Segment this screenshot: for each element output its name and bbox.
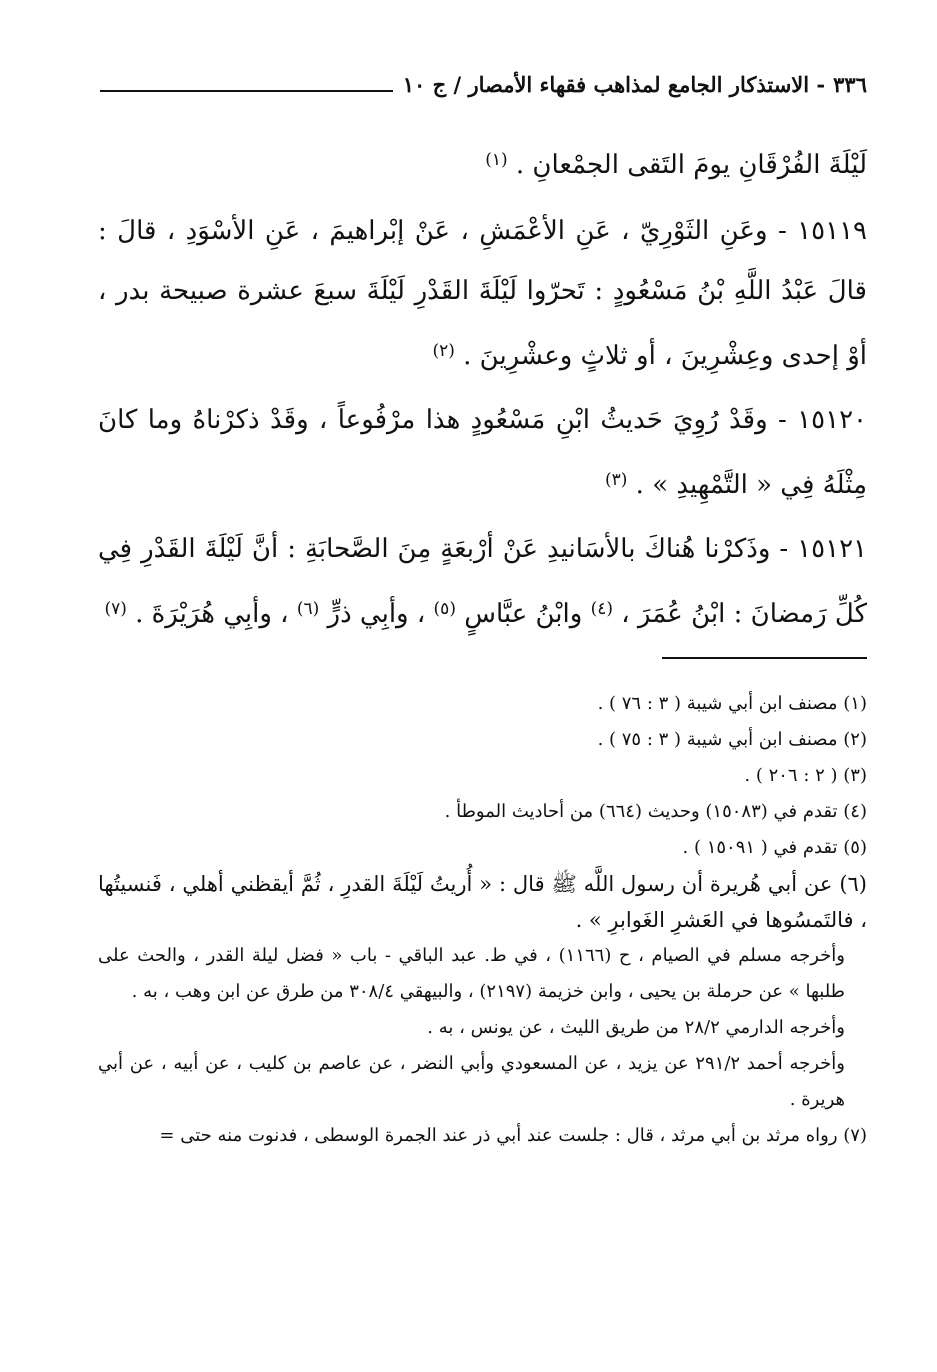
paragraph-text: ١٥١١٩ - وعَنِ الثَوْرِيّ ، عَنِ الأعْمَشِ ، عَنْ إبْراهيمَ ، عَنِ الأسْوَدِ ، قالَ : قالَ عَبْدُ اللَّهِ بْنُ مَسْعُودٍ : تَحرّوا لَيْلَةَ القَدْرِ لَيْلَةَ سبعَ عشرة صبيحة بدر ، أوْ إحدى وعِشْرِينَ ، أو ثلاثٍ وعشْرِينَ .: [98, 216, 867, 371]
footnote-ref: (٣): [604, 470, 628, 490]
paragraph-15120: [98, 390, 867, 515]
paragraph-text: ، وأبِي هُرَيْرَةَ .: [126, 599, 297, 629]
paragraph-text: ١٥١٢٠ - وقَدْ رُوِيَ حَديثُ ابْنِ مَسْعُودٍ هذا مرْفُوعاً ، وقَدْ ذكرْناهُ وما كانَ مِثْلَهُ فِي « التَّمْهِيدِ » .: [98, 405, 867, 500]
footnote-3: (٣) ( ٢ : ٢٠٦ ) .: [744, 765, 867, 786]
footnote-ref: (٦): [296, 599, 320, 619]
paragraph-text: ، وأبِي ذرٍّ: [319, 599, 434, 629]
footnote-separator: [662, 657, 867, 659]
footnote-ref: (٥): [433, 599, 456, 619]
intro-line: [98, 130, 867, 195]
footnote-ref: (٢): [432, 341, 455, 361]
footnote-6-source-ahmad: وأخرجه أحمد ٢٩١/٢ عن يزيد ، عن المسعودي وأبي النضر ، عن عاصم بن كليب ، عن أبيه ، عن أبي هريرة .: [98, 1053, 845, 1110]
footnote-ref: (٤): [590, 599, 613, 619]
paragraph-15121: [98, 519, 867, 644]
main-text: [98, 130, 867, 648]
header-rule: [100, 90, 393, 92]
footnote-7: (٧) رواه مرثد بن أبي مرثد ، قال : جلست عند أبي ذر عند الجمرة الوسطى ، فدنوت منه حتى =: [159, 1125, 867, 1146]
intro-text: لَيْلَةَ الفُرْقَانِ يومَ التَقى الجمْعانِ .: [515, 150, 867, 180]
footnote-2: (٢) مصنف ابن أبي شيبة ( ٣ : ٧٥ ) .: [597, 729, 867, 750]
footnote-1: (١) مصنف ابن أبي شيبة ( ٣ : ٧٦ ) .: [597, 693, 867, 714]
footnote-5: (٥) تقدم في ( ١٥٠٩١ ) .: [682, 837, 867, 858]
footnote-6: (٦) عن أبي هُريرة أن رسول اللَّه ﷺ قال : « أُريتُ لَيْلَةَ القدرِ ، ثُمَّ أيقظني أهلي ، فَنسيتُها ، فالتَمسُوها في العَشرِ الغَوابرِ » .: [98, 872, 867, 932]
running-header: [100, 66, 867, 102]
footnote-4: (٤) تقدم في (١٥٠٨٣) وحديث (٦٦٤) من أحاديث الموطأ .: [444, 801, 867, 822]
paragraph-text: ١٥١٢١ - وذَكرْنا هُناكَ بالأسَانيدِ عَنْ أرْبعَةٍ مِنَ الصَّحابَةِ : أنَّ لَيْلَةَ القَدْرِ فِي كُلِّ رَمضانَ : ابْنُ عُمَرَ ،: [98, 534, 867, 629]
footnotes: [98, 686, 867, 1154]
paragraph-15119: [98, 201, 867, 386]
page-number: ٣٣٦: [833, 71, 867, 97]
footnote-ref: (٧): [104, 599, 127, 619]
paragraph-text: وابْنُ عبَّاسٍ: [455, 599, 591, 629]
footnote-6-source-darimi: وأخرجه الدارمي ٢٨/٢ من طريق الليث ، عن يونس ، به .: [427, 1017, 845, 1038]
book-title: - الاستذكار الجامع لمذاهب فقهاء الأمصار / ج ١٠: [402, 71, 826, 97]
footnote-6-source-muslim: وأخرجه مسلم في الصيام ، ح (١١٦٦) ، في ط. عبد الباقي - باب « فضل ليلة القدر ، والحث على طلبها » عن حرملة بن يحيى ، وابن خزيمة (٢١٩٧) ، والبيهقي ٣٠٨/٤ من طرق عن ابن وهب ، به .: [98, 945, 845, 1002]
footnote-ref: (١): [485, 150, 508, 170]
